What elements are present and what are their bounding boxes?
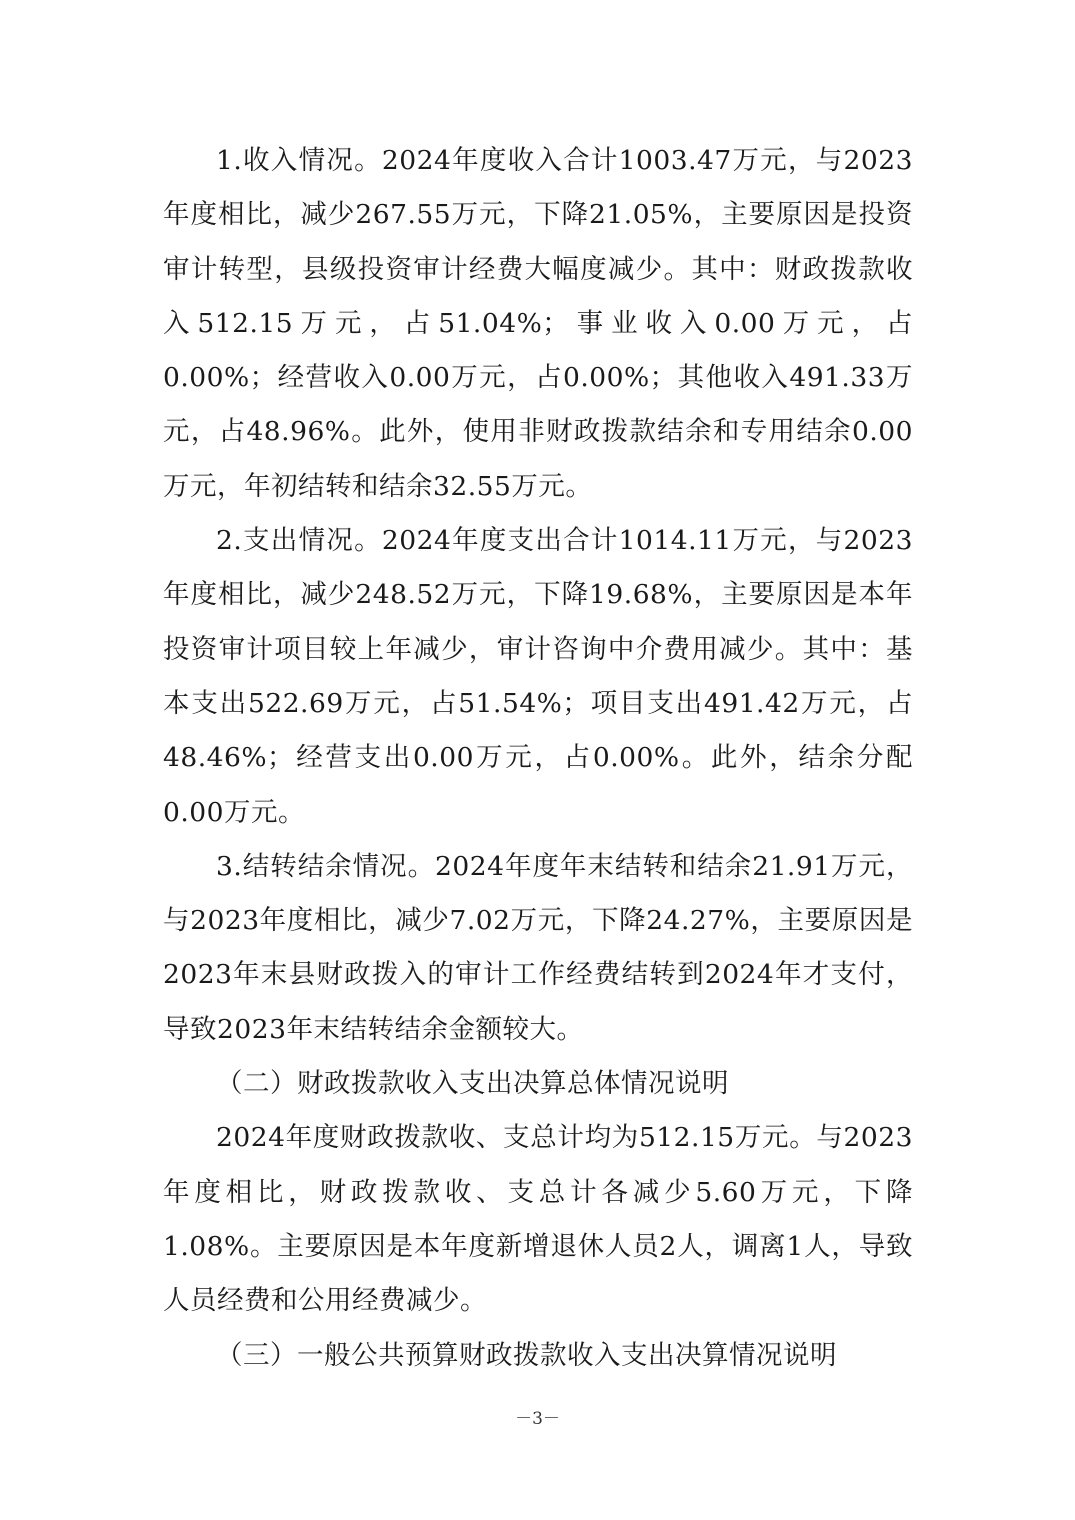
section-heading-2: （二）财政拨款收入支出决算总体情况说明 [216,1068,729,1100]
paragraph-expenditure: 2.支出情况。2024年度支出合计1014.11万元，与2023年度相比，减少248.52万元，下降19.68%，主要原因是本年投资审计项目较上年减少，审计咨询中介费用减少。其中：基本支出522.69万元，占51.54%；项目支出491.42万元，占48.46%；经营支出0.00万元，占0.00%。此外，结余分配0.00万元。 [163,525,913,828]
page-number: －3－ [515,1409,560,1429]
section-heading-3: （三）一般公共预算财政拨款收入支出决算情况说明 [216,1339,837,1371]
document-body [163,134,913,1383]
paragraph-carryover: 3.结转结余情况。2024年度年末结转和结余21.91万元，与2023年度相比，减少7.02万元，下降24.27%，主要原因是2023年末县财政拨入的审计工作经费结转到2024年才支付，导致2023年末结转结余金额较大。 [163,850,913,1045]
paragraph-fiscal-overview: 2024年度财政拨款收、支总计均为512.15万元。与2023年度相比，财政拨款收、支总计各减少5.60万元，下降1.08%。主要原因是本年度新增退休人员2人，调离1人，导致人员经费和公用经费减少。 [163,1122,913,1317]
paragraph-income: 1.收入情况。2024年度收入合计1003.47万元，与2023年度相比，减少267.55万元，下降21.05%，主要原因是投资审计转型，县级投资审计经费大幅度减少。其中：财政拨款收入512.15万元，占51.04%；事业收入0.00万元，占0.00%；经营收入0.00万元，占0.00%；其他收入491.33万元，占48.96%。此外，使用非财政拨款结余和专用结余0.00万元，年初结转和结余32.55万元。 [163,145,913,502]
